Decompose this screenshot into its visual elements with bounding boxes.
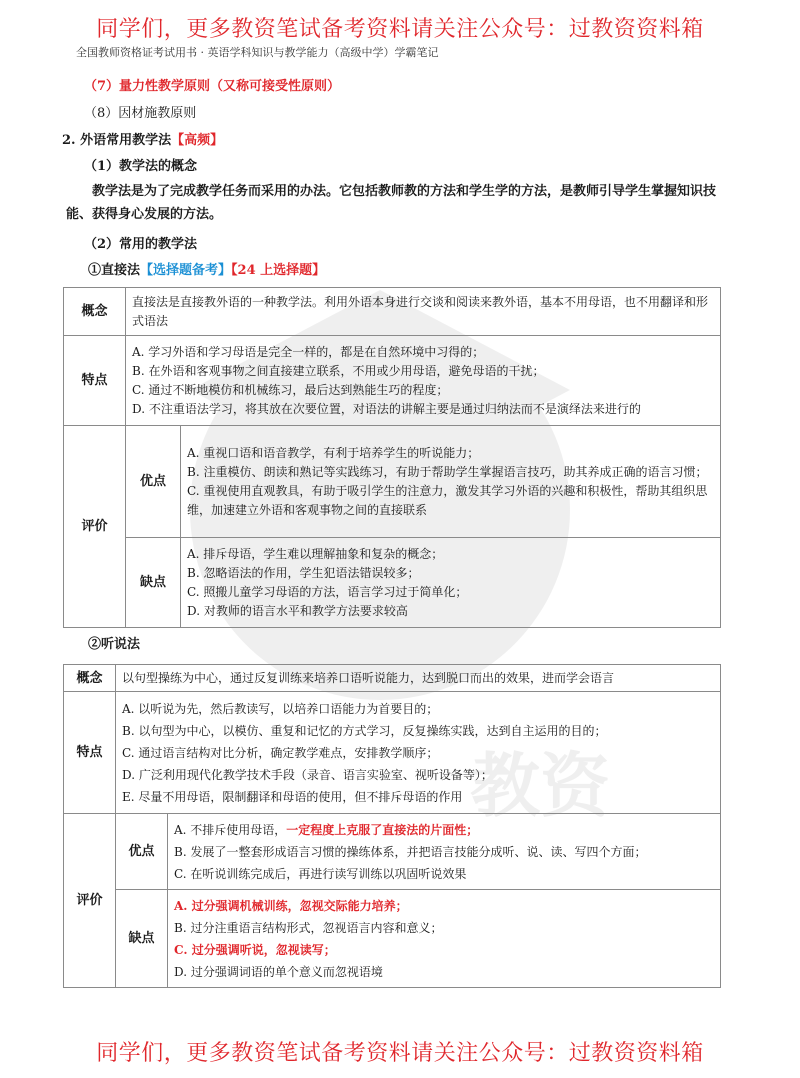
audio-pro-c: C. 在听说训练完成后，再进行读写训练以巩固听说效果 <box>174 866 467 881</box>
audio-pro-b: B. 发展了一整套形成语言习惯的操练体系，并把语言技能分成听、说、读、写四个方面； <box>174 844 647 859</box>
section-2-title: 2. 外语常用教学法 <box>62 133 172 148</box>
subheading-common-methods: （2）常用的教学法 <box>84 237 198 252</box>
audio-con-c: C. 过分强调听说，忽视读写； <box>174 942 336 957</box>
direct-feature-b: B. 在外语和客观事物之间直接建立联系，不用或少用母语，避免母语的干扰； <box>132 363 545 378</box>
audio-feature-b: B. 以句型为中心，以模仿、重复和记忆的方式学习，反复操练实践，达到自主运用的目的； <box>122 723 607 738</box>
subheading-concept: （1）教学法的概念 <box>84 159 198 174</box>
direct-con-a: A. 排斥母语，学生难以理解抽象和复杂的概念； <box>187 546 444 561</box>
principle-8: （8）因材施教原则 <box>84 106 197 121</box>
direct-method-table <box>63 287 721 628</box>
direct-feature-c: C. 通过不断地模仿和机械练习，最后达到熟能生巧的程度； <box>132 382 449 397</box>
direct-feature-a: A. 学习外语和学习母语是完全一样的，都是在自然环境中习得的； <box>132 344 485 359</box>
audio-feature-c: C. 通过语言结构对比分析，确定教学难点，安排教学顺序； <box>122 745 439 760</box>
direct-method-tag-2: 【24 上选择题】 <box>231 263 326 278</box>
watermark-text: 教资 <box>470 745 610 827</box>
section-2-heading <box>62 131 223 151</box>
direct-features-label: 特点 <box>64 336 126 426</box>
audio-pro-a-highlight: 一定程度上克服了直接法的片面性； <box>286 822 479 837</box>
direct-con-d: D. 对教师的语言水平和教学方法要求较高 <box>187 603 408 618</box>
direct-con-c: C. 照搬儿童学习母语的方法，语言学习过于简单化； <box>187 584 468 599</box>
audio-pro-a <box>174 819 714 841</box>
principle-7: （7）量力性教学原则（又称可接受性原则） <box>84 79 341 94</box>
book-subtitle: 全国教师资格证考试用书 · 英语学科知识与教学能力（高级中学）学霸笔记 <box>76 46 439 59</box>
direct-method-heading <box>88 261 325 281</box>
audiolingual-method-table <box>63 664 721 988</box>
audio-con-d: D. 过分强调词语的单个意义而忽视语境 <box>174 964 383 979</box>
direct-pro-a: A. 重视口语和语音教学，有利于培养学生的听说能力； <box>187 445 480 460</box>
audio-concept-label: 概念 <box>64 665 116 692</box>
bottom-banner: 同学们，更多教资笔试备考资料请关注公众号：过教资资料箱 <box>96 1041 704 1066</box>
audio-con-a: A. 过分强调机械训练，忽视交际能力培养； <box>174 898 408 913</box>
audio-features-cell <box>116 692 721 814</box>
audio-cons-cell <box>168 890 721 988</box>
direct-method-tag-1: 【选择题备考】 <box>140 263 232 278</box>
direct-pro-c: C. 重视使用直观教具，有助于吸引学生的注意力，激发其学习外语的兴趣和积极性，帮助其组织思维，加速建立外语和客观事物之间的直接联系 <box>187 483 708 517</box>
direct-pros-cell <box>181 426 721 538</box>
direct-pros-label: 优点 <box>126 426 181 538</box>
audio-feature-e: E. 尽量不用母语，限制翻译和母语的使用，但不排斥母语的作用 <box>122 789 463 804</box>
audio-feature-a: A. 以听说为先，然后教读写，以培养口语能力为首要目的； <box>122 701 439 716</box>
audio-con-b: B. 过分注重语言结构形式，忽视语言内容和意义； <box>174 920 443 935</box>
direct-concept-label: 概念 <box>64 288 126 336</box>
direct-concept-text: 直接法是直接教外语的一种教学法。利用外语本身进行交谈和阅读来教外语，基本不用母语，也不用翻译和形式语法 <box>126 288 721 336</box>
direct-cons-label: 缺点 <box>126 538 181 628</box>
audio-features-label: 特点 <box>64 692 116 814</box>
method-definition: 教学法是为了完成教学任务而采用的办法。它包括教师教的方法和学生学的方法，是教师引导学生掌握知识技能、获得身心发展的方法。 <box>66 184 717 222</box>
direct-cons-cell <box>181 538 721 628</box>
direct-con-b: B. 忽略语法的作用，学生犯语法错误较多； <box>187 565 420 580</box>
section-2-tag: 【高频】 <box>171 133 224 148</box>
audiolingual-method-title: ②听说法 <box>88 637 141 652</box>
direct-pro-b: B. 注重模仿、朗读和熟记等实践练习，有助于帮助学生掌握语言技巧，助其养成正确的语言习惯； <box>187 464 708 479</box>
direct-eval-label: 评价 <box>64 426 126 628</box>
audio-pro-a-plain: A. 不排斥使用母语， <box>174 822 287 837</box>
audio-pros-label: 优点 <box>116 814 168 890</box>
audio-cons-label: 缺点 <box>116 890 168 988</box>
audio-concept-text: 以句型操练为中心，通过反复训练来培养口语听说能力，达到脱口而出的效果，进而学会语言 <box>116 665 721 692</box>
direct-features-cell <box>126 336 721 426</box>
direct-method-title: ①直接法 <box>88 263 141 278</box>
top-banner: 同学们，更多教资笔试备考资料请关注公众号：过教资资料箱 <box>96 17 704 42</box>
audio-pros-cell <box>168 814 721 890</box>
direct-feature-d: D. 不注重语法学习，将其放在次要位置，对语法的讲解主要是通过归纳法而不是演绎法来进行的 <box>132 401 641 416</box>
audio-eval-label: 评价 <box>64 814 116 988</box>
audio-feature-d: D. 广泛利用现代化教学技术手段（录音、语言实验室、视听设备等）； <box>122 767 493 782</box>
